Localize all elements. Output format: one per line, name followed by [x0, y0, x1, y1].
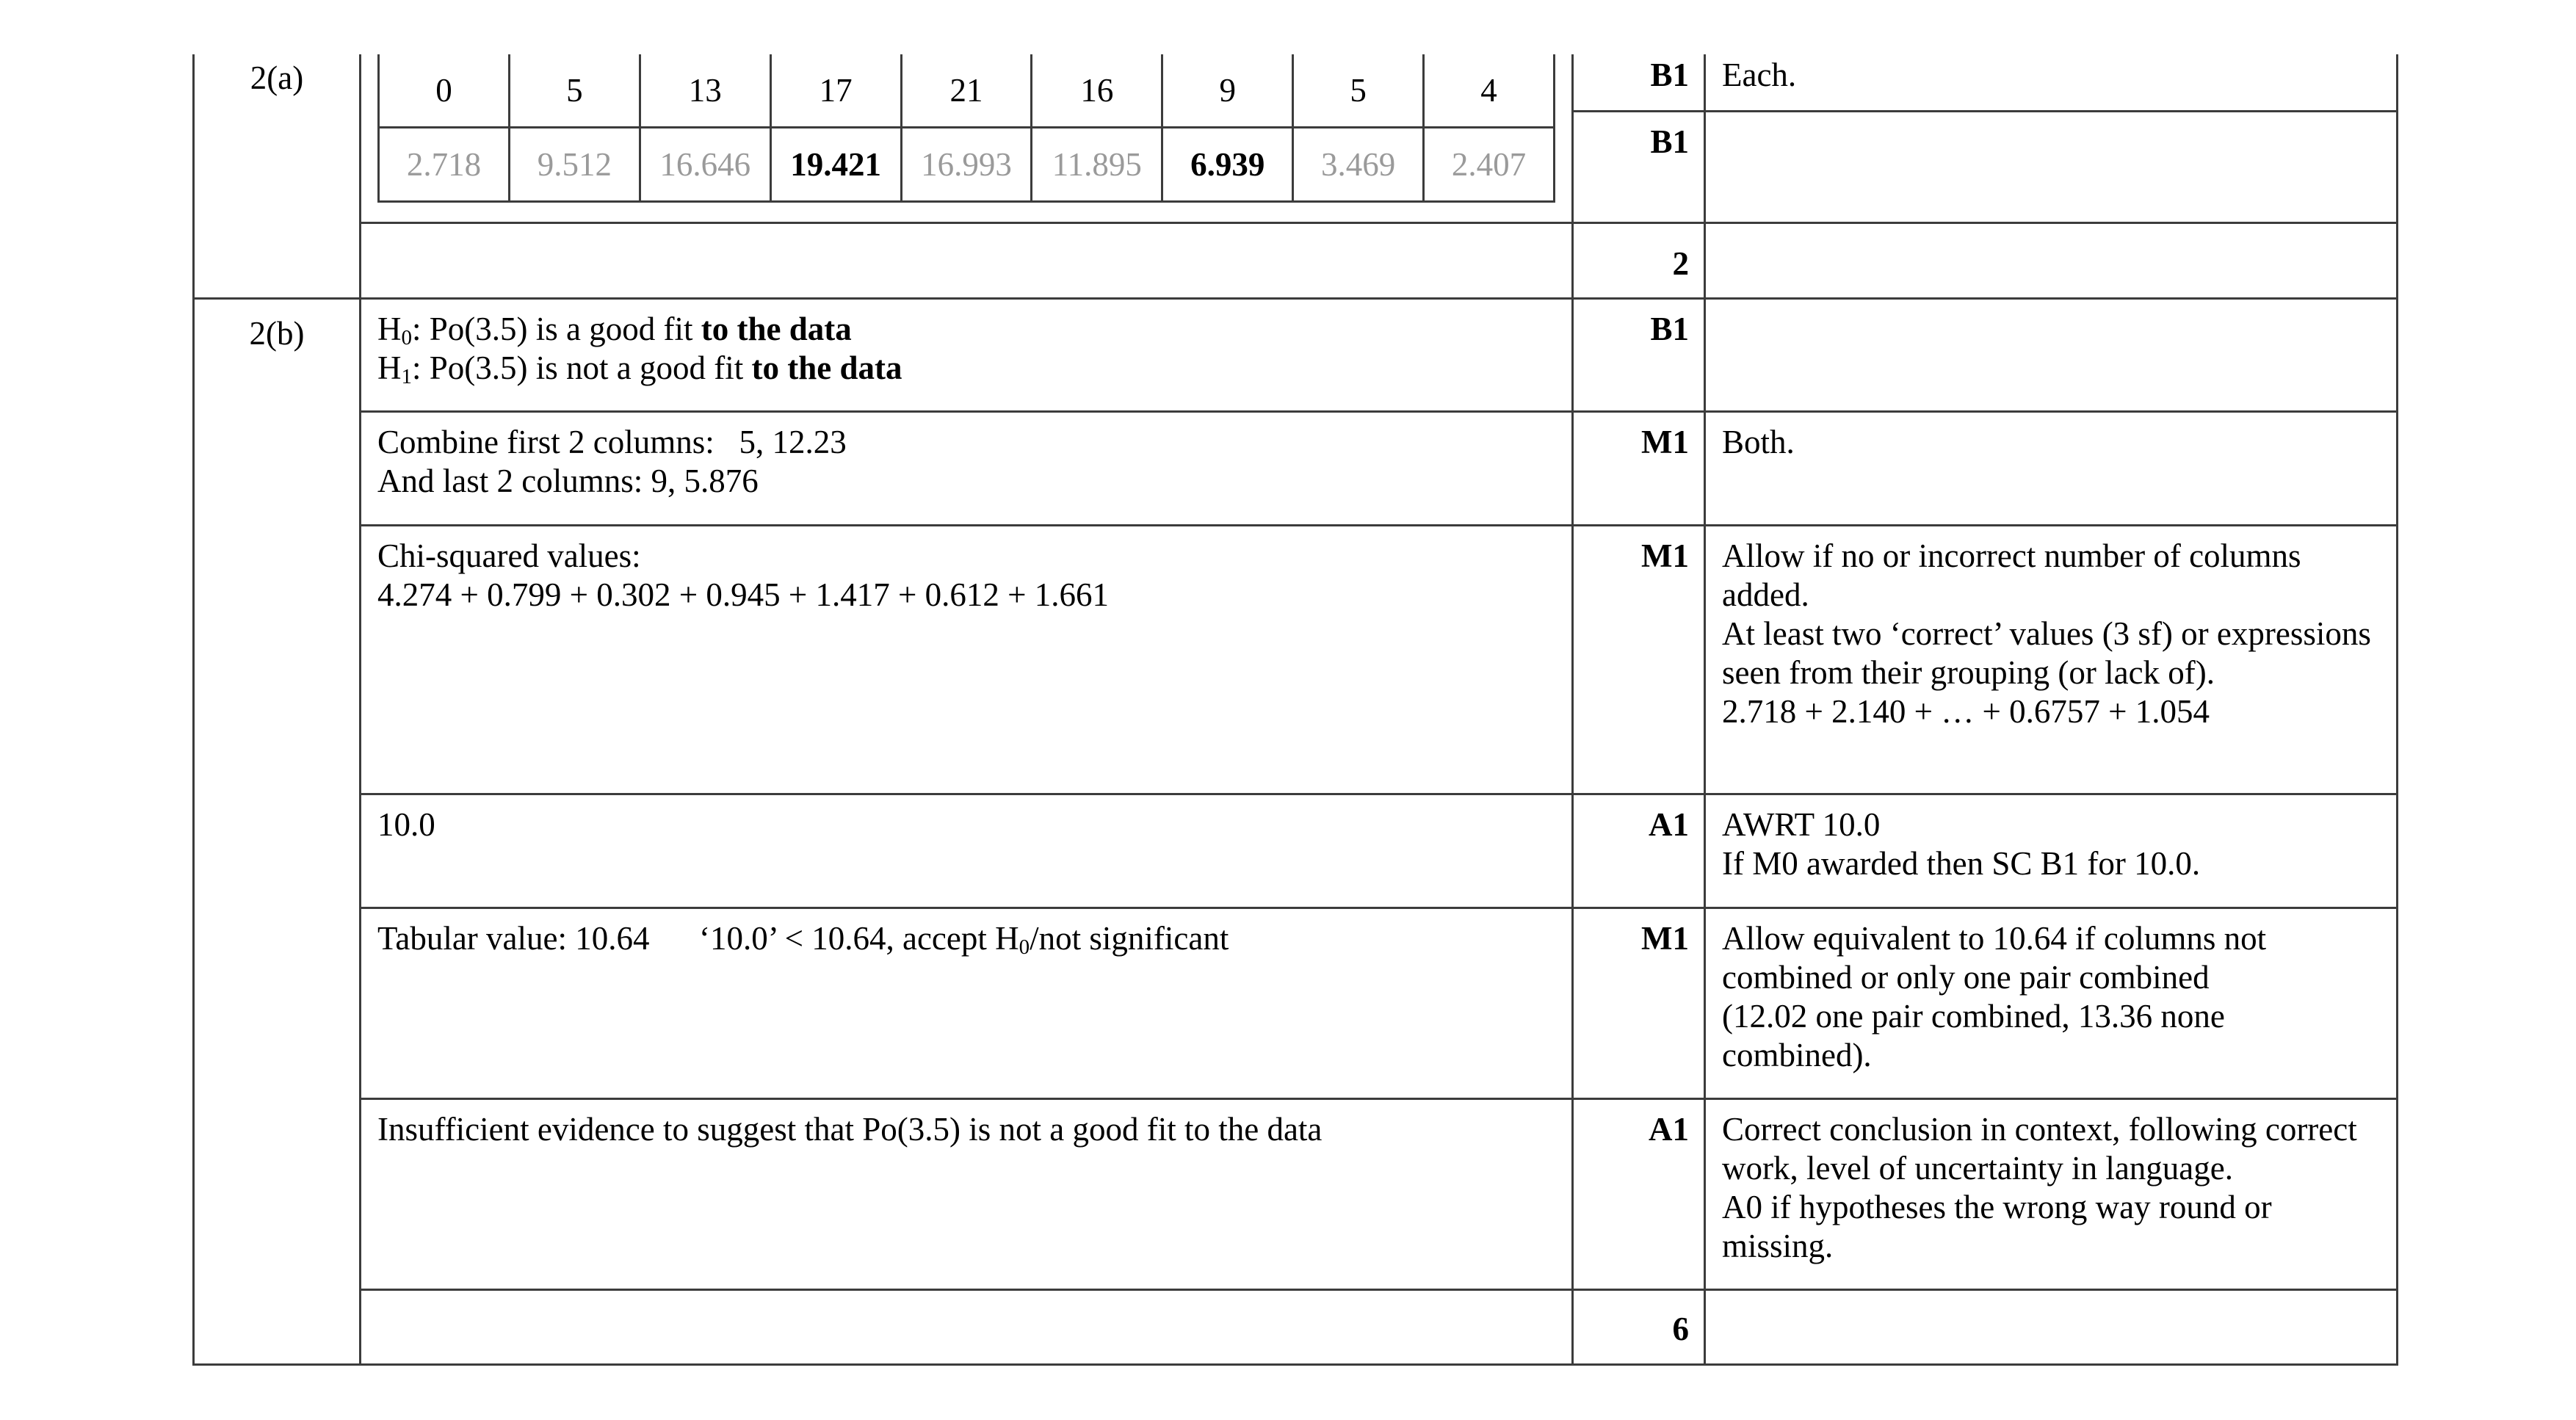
- combine-line-2: And last 2 columns: 9, 5.876: [377, 462, 759, 499]
- q2a-total-guidance: [1705, 222, 2398, 298]
- q2b-chi-row: [194, 525, 2398, 794]
- q2a-guidance-1: Each.: [1705, 54, 2398, 111]
- q2a-mark-1: B1: [1573, 54, 1705, 111]
- q2a-guidance-2: [1705, 111, 2398, 222]
- observed-cell: 16: [1032, 54, 1162, 128]
- expected-cell: 11.895: [1032, 128, 1162, 202]
- q2b-combine-row: [194, 411, 2398, 525]
- tabular-sub: 0: [1019, 935, 1030, 959]
- observed-row: [379, 54, 1555, 128]
- chi-guidance-3: 2.718 + 2.140 + … + 0.6757 + 1.054: [1722, 692, 2210, 730]
- chi-guidance-2: At least two ‘correct’ values (3 sf) or expressions seen from their grouping (or lack of).: [1722, 615, 2371, 691]
- q2b-total-row: [194, 1289, 2398, 1364]
- chi-mark: M1: [1573, 525, 1705, 794]
- expected-cell: 2.407: [1424, 128, 1555, 202]
- chi-line-2: 4.274 + 0.799 + 0.302 + 0.945 + 1.417 + 0.612 + 1.661: [377, 576, 1110, 613]
- observed-cell: 21: [901, 54, 1032, 128]
- tabular-guidance-1: Allow equivalent to 10.64 if columns not combined or only one pair combined: [1722, 919, 2267, 996]
- mark-scheme-table: [192, 54, 2398, 1366]
- q2b-total-guidance: [1705, 1289, 2398, 1364]
- expected-cell: 6.939: [1162, 128, 1293, 202]
- tabular-guidance-2: (12.02 one pair combined, 13.36 none combined).: [1722, 997, 2225, 1073]
- combine-mark: M1: [1573, 411, 1705, 525]
- q2a-row-1: [194, 54, 2398, 111]
- observed-cell: 13: [640, 54, 770, 128]
- expected-cell: 2.718: [379, 128, 510, 202]
- chi-guidance: [1705, 525, 2398, 794]
- chi-line-1: Chi-squared values:: [377, 537, 641, 574]
- q2b-total-mark: 6: [1573, 1289, 1705, 1364]
- expected-cell: 16.646: [640, 128, 770, 202]
- value-cell: 10.0: [361, 794, 1573, 908]
- tabular-guidance: [1705, 908, 2398, 1098]
- expected-cell: 3.469: [1293, 128, 1424, 202]
- value-guidance-1: AWRT 10.0: [1722, 805, 1881, 843]
- combine-cell: [361, 411, 1573, 525]
- tabular-text-1: Tabular value: 10.64 ‘10.0’ < 10.64, accept H: [377, 919, 1019, 957]
- observed-cell: 17: [770, 54, 901, 128]
- question-number-2b: 2(b): [194, 298, 361, 1364]
- q2a-mark-2: B1: [1573, 111, 1705, 222]
- q2b-hypotheses-row: [194, 298, 2398, 411]
- hypotheses-mark: B1: [1573, 298, 1705, 411]
- expected-cell: 19.421: [770, 128, 901, 202]
- observed-cell: 5: [509, 54, 640, 128]
- value-guidance-2: If M0 awarded then SC B1 for 10.0.: [1722, 844, 2201, 882]
- observed-cell: 4: [1424, 54, 1555, 128]
- expected-cell: 9.512: [509, 128, 640, 202]
- chi-cell: [361, 525, 1573, 794]
- conclusion-guidance: [1705, 1098, 2398, 1289]
- chi-guidance-1: Allow if no or incorrect number of columns added.: [1722, 537, 2301, 613]
- question-number-2a: 2(a): [194, 54, 361, 298]
- tabular-text-2: /not significant: [1030, 919, 1229, 957]
- hypotheses-cell: [361, 298, 1573, 411]
- q2a-answer-cell: [361, 54, 1573, 222]
- conclusion-cell: Insufficient evidence to suggest that Po(3.5) is not a good fit to the data: [361, 1098, 1573, 1289]
- value-mark: A1: [1573, 794, 1705, 908]
- observed-cell: 9: [1162, 54, 1293, 128]
- conclusion-mark: A1: [1573, 1098, 1705, 1289]
- q2a-total-row: [194, 222, 2398, 298]
- expected-cell: 16.993: [901, 128, 1032, 202]
- q2b-value-row: [194, 794, 2398, 908]
- null-hypothesis: $H_0$: Po(3.5) is a good fit to the data: [377, 310, 852, 349]
- q2b-conclusion-row: [194, 1098, 2398, 1289]
- q2a-total-mark: 2: [1573, 222, 1705, 298]
- conclusion-guidance-1: Correct conclusion in context, following correct work, level of uncertainty in language.: [1722, 1110, 2357, 1187]
- hypotheses-guidance: [1705, 298, 2398, 411]
- combine-line-1: Combine first 2 columns: 5, 12.23: [377, 423, 847, 460]
- tabular-mark: M1: [1573, 908, 1705, 1098]
- q2b-tabular-row: [194, 908, 2398, 1098]
- value-guidance: [1705, 794, 2398, 908]
- frequency-table: [377, 54, 1555, 203]
- observed-cell: 5: [1293, 54, 1424, 128]
- q2b-total-answer: [361, 1289, 1573, 1364]
- expected-row: [379, 128, 1555, 202]
- alternative-hypothesis: $H_1$: Po(3.5) is not a good fit to the data: [377, 349, 902, 388]
- conclusion-guidance-2: A0 if hypotheses the wrong way round or missing.: [1722, 1188, 2272, 1264]
- observed-cell: 0: [379, 54, 510, 128]
- q2a-total-answer: [361, 222, 1573, 298]
- combine-guidance: Both.: [1705, 411, 2398, 525]
- tabular-cell: [361, 908, 1573, 1098]
